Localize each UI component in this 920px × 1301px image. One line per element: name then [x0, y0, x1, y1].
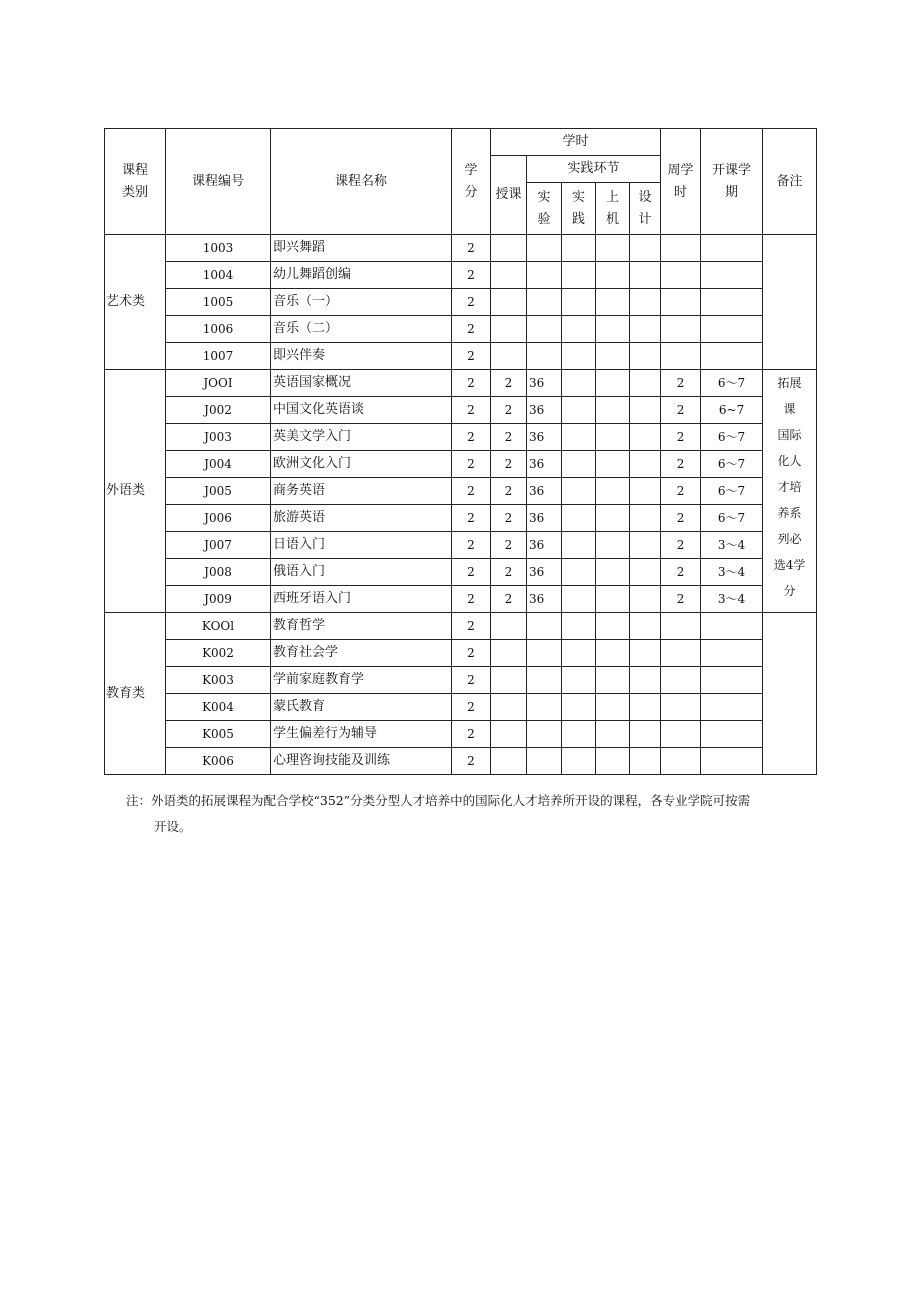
course-experiment: 36: [527, 478, 562, 505]
course-lecture: 2: [491, 478, 527, 505]
course-design: [630, 694, 661, 721]
course-credit: 2: [452, 640, 491, 667]
course-design: [630, 451, 661, 478]
course-lecture: 2: [491, 586, 527, 613]
course-semester: [701, 262, 763, 289]
course-computer: [596, 559, 630, 586]
course-computer: [596, 532, 630, 559]
table-row: [105, 289, 817, 316]
course-weekly: [661, 748, 701, 775]
course-design: [630, 748, 661, 775]
course-practicum: [562, 586, 596, 613]
course-lecture: [491, 613, 527, 640]
header-experiment: 实 验: [527, 183, 562, 235]
course-design: [630, 397, 661, 424]
remark-cell: [763, 370, 817, 613]
course-computer: [596, 451, 630, 478]
course-code: 1007: [166, 343, 271, 370]
remark-line: 才培: [777, 480, 802, 494]
header-name: 课程名称: [271, 129, 452, 235]
remark-line: 国际: [777, 428, 802, 442]
course-semester: 6~7: [701, 397, 763, 424]
course-credit: 2: [452, 505, 491, 532]
course-name: 商务英语: [271, 478, 452, 505]
course-credit: 2: [452, 532, 491, 559]
table-row: [105, 235, 817, 262]
remark-line: 分: [783, 584, 796, 598]
course-experiment: [527, 235, 562, 262]
course-computer: [596, 478, 630, 505]
course-semester: [701, 667, 763, 694]
table-header: [105, 129, 817, 235]
course-lecture: [491, 262, 527, 289]
course-weekly: [661, 694, 701, 721]
course-code: 1006: [166, 316, 271, 343]
category-cell: 教育类: [105, 613, 166, 775]
header-practicum: 实 践: [562, 183, 596, 235]
table-row: [105, 262, 817, 289]
table-body: [105, 235, 817, 775]
course-code: J006: [166, 505, 271, 532]
course-computer: [596, 397, 630, 424]
course-experiment: [527, 667, 562, 694]
course-experiment: 36: [527, 424, 562, 451]
course-experiment: [527, 640, 562, 667]
course-computer: [596, 667, 630, 694]
table-row: [105, 559, 817, 586]
course-design: [630, 721, 661, 748]
course-lecture: [491, 748, 527, 775]
course-experiment: [527, 316, 562, 343]
course-weekly: [661, 289, 701, 316]
course-code: K002: [166, 640, 271, 667]
course-semester: [701, 343, 763, 370]
course-design: [630, 586, 661, 613]
course-semester: [701, 289, 763, 316]
course-experiment: 36: [527, 370, 562, 397]
course-credit: 2: [452, 559, 491, 586]
course-semester: [701, 235, 763, 262]
course-design: [630, 343, 661, 370]
course-code: 1005: [166, 289, 271, 316]
course-weekly: 2: [661, 370, 701, 397]
course-practicum: [562, 316, 596, 343]
remark-line: 列必: [777, 532, 802, 546]
course-weekly: 2: [661, 586, 701, 613]
course-semester: 6～7: [701, 451, 763, 478]
course-name: 即兴舞蹈: [271, 235, 452, 262]
table-row: [105, 721, 817, 748]
course-lecture: 2: [491, 559, 527, 586]
course-practicum: [562, 343, 596, 370]
course-code: K003: [166, 667, 271, 694]
course-code: 1004: [166, 262, 271, 289]
footnote: [126, 788, 818, 840]
course-design: [630, 370, 661, 397]
course-design: [630, 667, 661, 694]
course-experiment: 36: [527, 397, 562, 424]
remark-line: 养系: [777, 506, 802, 520]
course-computer: [596, 262, 630, 289]
course-weekly: [661, 613, 701, 640]
course-lecture: [491, 721, 527, 748]
course-code: JOOI: [166, 370, 271, 397]
table-row: [105, 613, 817, 640]
course-name: 中国文化英语谈: [271, 397, 452, 424]
course-lecture: 2: [491, 370, 527, 397]
course-computer: [596, 505, 630, 532]
course-experiment: [527, 289, 562, 316]
header-remark: 备注: [763, 129, 817, 235]
table-row: [105, 343, 817, 370]
course-experiment: 36: [527, 532, 562, 559]
course-practicum: [562, 559, 596, 586]
course-lecture: 2: [491, 532, 527, 559]
table-row: [105, 694, 817, 721]
course-experiment: 36: [527, 451, 562, 478]
course-weekly: 2: [661, 478, 701, 505]
course-design: [630, 424, 661, 451]
course-semester: 6～7: [701, 478, 763, 505]
course-semester: [701, 316, 763, 343]
course-credit: 2: [452, 424, 491, 451]
remark-line: 课: [783, 402, 796, 416]
course-semester: [701, 694, 763, 721]
course-credit: 2: [452, 370, 491, 397]
course-semester: 6～7: [701, 505, 763, 532]
course-weekly: 2: [661, 424, 701, 451]
course-weekly: 2: [661, 559, 701, 586]
course-lecture: [491, 235, 527, 262]
course-lecture: [491, 667, 527, 694]
course-experiment: [527, 748, 562, 775]
table-row: [105, 397, 817, 424]
course-code: J003: [166, 424, 271, 451]
footnote-line2: 开设。: [154, 819, 192, 834]
course-weekly: [661, 721, 701, 748]
course-weekly: [661, 667, 701, 694]
course-credit: 2: [452, 721, 491, 748]
course-weekly: [661, 235, 701, 262]
table-row: [105, 478, 817, 505]
course-credit: 2: [452, 667, 491, 694]
table-row: [105, 424, 817, 451]
course-lecture: 2: [491, 424, 527, 451]
course-computer: [596, 586, 630, 613]
course-practicum: [562, 289, 596, 316]
header-computer: 上 机: [596, 183, 630, 235]
course-lecture: 2: [491, 397, 527, 424]
course-code: K005: [166, 721, 271, 748]
course-name: 俄语入门: [271, 559, 452, 586]
header-code: 课程编号: [166, 129, 271, 235]
header-credit: 学 分: [452, 129, 491, 235]
course-practicum: [562, 235, 596, 262]
course-name: 心理咨询技能及训练: [271, 748, 452, 775]
course-lecture: [491, 640, 527, 667]
remark-line: 化人: [777, 454, 802, 468]
course-name: 旅游英语: [271, 505, 452, 532]
course-practicum: [562, 262, 596, 289]
course-practicum: [562, 424, 596, 451]
course-experiment: [527, 343, 562, 370]
table-row: [105, 370, 817, 397]
category-cell: 艺术类: [105, 235, 166, 370]
course-experiment: [527, 721, 562, 748]
course-design: [630, 316, 661, 343]
course-lecture: 2: [491, 451, 527, 478]
course-credit: 2: [452, 694, 491, 721]
course-lecture: [491, 694, 527, 721]
remark-cell: [763, 235, 817, 370]
course-weekly: 2: [661, 451, 701, 478]
course-weekly: 2: [661, 532, 701, 559]
course-practicum: [562, 532, 596, 559]
course-name: 英美文学入门: [271, 424, 452, 451]
course-name: 西班牙语入门: [271, 586, 452, 613]
table-row: [105, 667, 817, 694]
course-practicum: [562, 748, 596, 775]
course-code: 1003: [166, 235, 271, 262]
table-row: [105, 316, 817, 343]
course-design: [630, 559, 661, 586]
table-row: [105, 532, 817, 559]
course-design: [630, 640, 661, 667]
course-name: 欧洲文化入门: [271, 451, 452, 478]
course-experiment: [527, 262, 562, 289]
course-name: 教育哲学: [271, 613, 452, 640]
course-computer: [596, 370, 630, 397]
header-lecture: 授课: [491, 156, 527, 235]
course-code: J004: [166, 451, 271, 478]
course-experiment: [527, 694, 562, 721]
course-computer: [596, 424, 630, 451]
course-name: 日语入门: [271, 532, 452, 559]
course-table: [104, 128, 817, 775]
course-credit: 2: [452, 343, 491, 370]
course-experiment: 36: [527, 505, 562, 532]
course-practicum: [562, 613, 596, 640]
course-weekly: [661, 262, 701, 289]
course-credit: 2: [452, 397, 491, 424]
course-code: K004: [166, 694, 271, 721]
course-weekly: 2: [661, 505, 701, 532]
course-design: [630, 289, 661, 316]
course-semester: 6～7: [701, 424, 763, 451]
header-semester: 开课学 期: [701, 129, 763, 235]
course-lecture: 2: [491, 505, 527, 532]
course-credit: 2: [452, 451, 491, 478]
course-credit: 2: [452, 289, 491, 316]
header-design: 设 计: [630, 183, 661, 235]
course-semester: [701, 613, 763, 640]
course-name: 学生偏差行为辅导: [271, 721, 452, 748]
course-name: 蒙氏教育: [271, 694, 452, 721]
course-semester: [701, 640, 763, 667]
course-code: K006: [166, 748, 271, 775]
course-design: [630, 235, 661, 262]
course-name: 音乐（二）: [271, 316, 452, 343]
course-semester: [701, 721, 763, 748]
course-code: J002: [166, 397, 271, 424]
course-experiment: 36: [527, 559, 562, 586]
remark-line: 选4学: [773, 558, 806, 572]
course-practicum: [562, 397, 596, 424]
course-credit: 2: [452, 613, 491, 640]
course-semester: 3～4: [701, 586, 763, 613]
course-weekly: [661, 316, 701, 343]
course-practicum: [562, 370, 596, 397]
course-semester: 3～4: [701, 559, 763, 586]
course-credit: 2: [452, 748, 491, 775]
course-computer: [596, 343, 630, 370]
course-practicum: [562, 451, 596, 478]
course-credit: 2: [452, 262, 491, 289]
course-name: 英语国家概况: [271, 370, 452, 397]
course-semester: [701, 748, 763, 775]
course-name: 即兴伴奏: [271, 343, 452, 370]
course-design: [630, 505, 661, 532]
table-row: [105, 586, 817, 613]
course-weekly: 2: [661, 397, 701, 424]
course-code: J008: [166, 559, 271, 586]
course-experiment: [527, 613, 562, 640]
course-name: 学前家庭教育学: [271, 667, 452, 694]
course-weekly: [661, 343, 701, 370]
course-lecture: [491, 289, 527, 316]
course-code: J007: [166, 532, 271, 559]
course-credit: 2: [452, 586, 491, 613]
header-weekly: 周学 时: [661, 129, 701, 235]
course-experiment: 36: [527, 586, 562, 613]
table-row: [105, 640, 817, 667]
course-computer: [596, 316, 630, 343]
course-practicum: [562, 640, 596, 667]
course-semester: 3～4: [701, 532, 763, 559]
course-computer: [596, 694, 630, 721]
course-practicum: [562, 505, 596, 532]
course-design: [630, 613, 661, 640]
course-design: [630, 262, 661, 289]
course-design: [630, 478, 661, 505]
course-practicum: [562, 667, 596, 694]
course-lecture: [491, 316, 527, 343]
course-practicum: [562, 478, 596, 505]
footnote-line1: 注：外语类的拓展课程为配合学校“352”分类分型人才培养中的国际化人才培养所开设的课程，各专业学院可按需: [126, 793, 751, 808]
course-semester: 6～7: [701, 370, 763, 397]
course-weekly: [661, 640, 701, 667]
course-lecture: [491, 343, 527, 370]
course-practicum: [562, 694, 596, 721]
category-cell: 外语类: [105, 370, 166, 613]
course-credit: 2: [452, 478, 491, 505]
course-computer: [596, 721, 630, 748]
course-code: J009: [166, 586, 271, 613]
course-computer: [596, 748, 630, 775]
course-practicum: [562, 721, 596, 748]
course-code: KOOl: [166, 613, 271, 640]
table-row: [105, 451, 817, 478]
course-code: J005: [166, 478, 271, 505]
course-computer: [596, 613, 630, 640]
course-computer: [596, 640, 630, 667]
course-computer: [596, 235, 630, 262]
course-credit: 2: [452, 235, 491, 262]
course-name: 幼儿舞蹈创编: [271, 262, 452, 289]
remark-line: 拓展: [777, 376, 802, 390]
header-practice: 实践环节: [527, 156, 661, 183]
course-name: 教育社会学: [271, 640, 452, 667]
course-design: [630, 532, 661, 559]
remark-cell: [763, 613, 817, 775]
course-credit: 2: [452, 316, 491, 343]
header-category: 课程 类别: [105, 129, 166, 235]
table-row: [105, 505, 817, 532]
table-row: [105, 748, 817, 775]
course-computer: [596, 289, 630, 316]
course-name: 音乐（一）: [271, 289, 452, 316]
header-hours: 学时: [491, 129, 661, 156]
